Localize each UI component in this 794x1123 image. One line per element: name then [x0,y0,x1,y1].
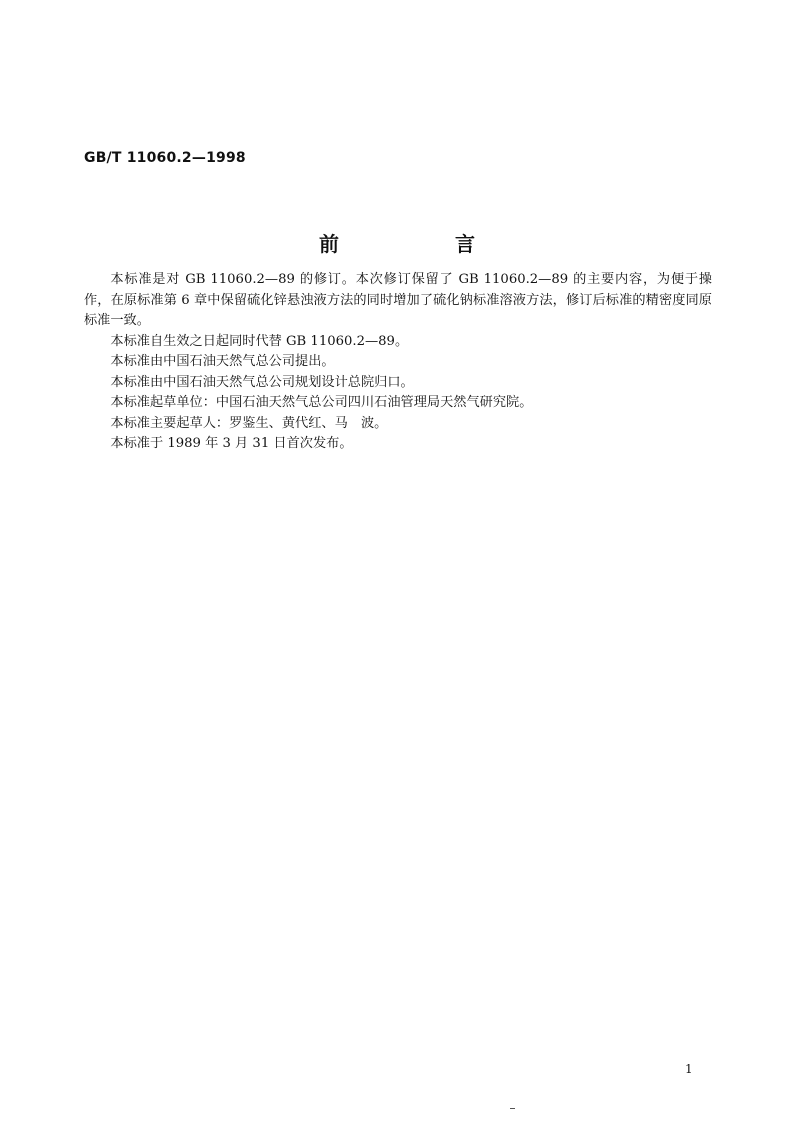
paragraph-drafting-unit: 本标准起草单位：中国石油天然气总公司四川石油管理局天然气研究院。 [110,395,533,410]
standard-code: GB/T 11060.2—1998 [84,150,246,166]
paragraph-revision: 本标准是对 GB 11060.2—89 的修订。本次修订保留了 GB 11060.2—89 的主要内容，为便于操作，在原标准第 6 章中保留硫化锌悬浊液方法的同时增加了硫化钠标准溶液方法，修订后标准的精密度同原标准一致。 [84,272,712,328]
paragraph-replaces: 本标准自生效之日起同时代替 GB 11060.2—89。 [110,333,409,349]
paragraph-drafters: 本标准主要起草人：罗鉴生、黄代红、马 波。 [110,415,388,431]
paragraph-managed-by: 本标准由中国石油天然气总公司规划设计总院归口。 [110,374,414,390]
page-number: 1 [685,1062,693,1076]
foreword-body [84,270,712,455]
section-title: 前 言 [319,232,523,256]
scan-mark [510,1108,515,1109]
paragraph-proposed-by: 本标准由中国石油天然气总公司提出。 [110,354,335,369]
paragraph-first-issued: 本标准于 1989 年 3 月 31 日首次发布。 [110,436,353,451]
